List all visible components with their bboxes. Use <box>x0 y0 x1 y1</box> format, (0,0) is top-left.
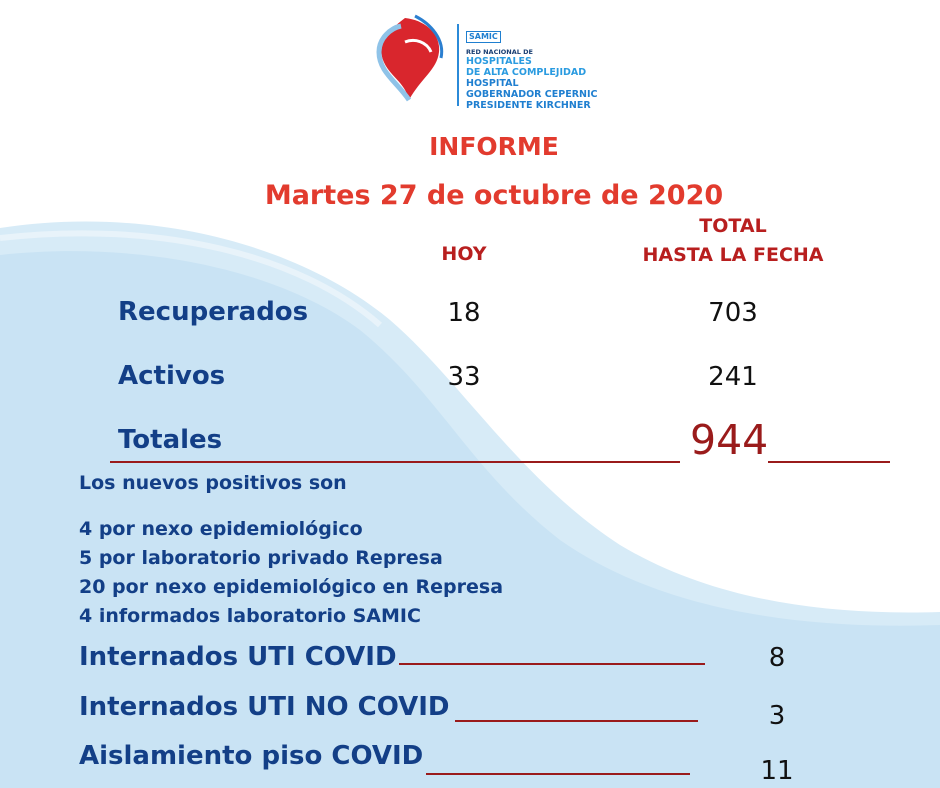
logo-badge: SAMIC <box>466 31 501 43</box>
totals-underline-right <box>768 461 890 463</box>
totals-value: 944 <box>690 416 769 464</box>
logo-line-3: HOSPITAL <box>466 78 519 89</box>
column-total-line1: TOTAL <box>699 215 767 237</box>
column-today: HOY <box>441 243 487 265</box>
totals-underline-left <box>110 461 680 463</box>
activos-total: 241 <box>708 362 758 392</box>
uti-no-covid-underline <box>455 720 698 722</box>
logo-network: RED NACIONAL DE <box>466 48 533 56</box>
uti-no-covid-label: Internados UTI NO COVID <box>79 692 450 722</box>
row-label-recuperados: Recuperados <box>118 297 309 327</box>
uti-no-covid-value: 3 <box>768 701 786 731</box>
new-positive-item-2: 5 por laboratorio privado Represa <box>79 547 443 569</box>
new-positive-item-1: 4 por nexo epidemiológico <box>79 518 363 540</box>
hospital-logo-text <box>457 24 641 111</box>
new-positive-item-4: 4 informados laboratorio SAMIC <box>79 605 421 627</box>
uti-covid-label: Internados UTI COVID <box>79 642 397 672</box>
recuperados-today: 18 <box>447 298 481 328</box>
report-date: Martes 27 de octubre de 2020 <box>264 180 724 211</box>
aislamiento-label: Aislamiento piso COVID <box>79 741 424 771</box>
hospital-logo-icon <box>375 12 447 104</box>
report-title: INFORME <box>429 132 559 161</box>
uti-covid-value: 8 <box>768 643 786 673</box>
logo-line-2: DE ALTA COMPLEJIDAD <box>466 67 587 78</box>
aislamiento-value: 11 <box>760 756 794 786</box>
recuperados-total: 703 <box>708 298 758 328</box>
uti-covid-underline <box>399 663 705 665</box>
aislamiento-underline <box>426 773 690 775</box>
logo-line-5: PRESIDENTE KIRCHNER <box>466 100 591 111</box>
new-positive-item-3: 20 por nexo epidemiológico en Represa <box>79 576 504 598</box>
totals-label: Totales <box>118 425 223 455</box>
logo-line-1: HOSPITALES <box>466 56 532 67</box>
activos-today: 33 <box>447 362 481 392</box>
row-label-activos: Activos <box>118 361 226 391</box>
logo-line-4: GOBERNADOR CEPERNIC <box>466 89 598 100</box>
new-positives-heading: Los nuevos positivos son <box>79 472 347 494</box>
column-total-line2: HASTA LA FECHA <box>642 244 824 266</box>
